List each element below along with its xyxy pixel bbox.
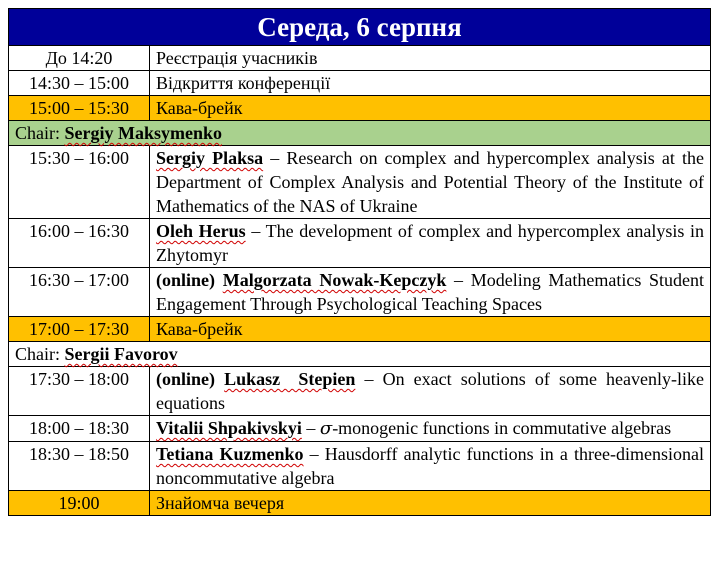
talk-title: -monogenic functions in commutative algebras [332,418,672,438]
talk-title: Modeling Mathematics Student Engagement Through Psychological Teaching Spaces [156,270,705,314]
chair-label: Chair: [15,123,60,143]
coffee-break-row [9,317,711,342]
event-cell: Реєстрація учасників [150,46,711,71]
event-cell: Відкриття конференції [150,71,711,96]
talk-row [9,268,711,317]
day-title: Середа, 6 серпня [9,9,711,46]
time-cell: До 14:20 [9,46,150,71]
online-tag: (online) [156,270,216,290]
time-cell: 15:00 – 15:30 [9,96,150,121]
sigma-symbol: σ [319,418,333,439]
event-cell: Кава-брейк [150,317,711,342]
chair-name: Sergiy Maksymenko [64,123,222,143]
schedule-table [8,8,711,516]
talk-cell [150,367,711,416]
schedule-row [9,71,711,96]
dash: – [251,221,261,241]
talk-cell [150,219,711,268]
chair-name: Sergii Favorov [64,344,178,364]
chair-label: Chair: [15,344,60,364]
talk-cell [150,268,711,317]
chair-cell [9,342,711,367]
speaker-name: Malgorzata Nowak-Kepczyk [222,270,447,290]
talk-cell [150,416,711,442]
speaker-name: Oleh Herus [156,221,246,241]
dash: – [309,444,319,464]
time-cell: 14:30 – 15:00 [9,71,150,96]
dash: – [364,369,374,389]
talk-row [9,367,711,416]
day-header-row [9,9,711,46]
talk-title: The development of complex and hypercomplex analysis in Zhytomyr [156,221,705,265]
online-tag: (online) [156,369,216,389]
time-cell: 18:30 – 18:50 [9,442,150,491]
time-cell: 16:00 – 16:30 [9,219,150,268]
talk-row [9,416,711,442]
talk-title: On exact solutions of some heavenly-like equations [156,369,705,413]
dinner-row [9,491,711,516]
time-cell: 18:00 – 18:30 [9,416,150,442]
chair-row [9,121,711,146]
time-cell: 19:00 [9,491,150,516]
dash: – [454,270,464,290]
speaker-name: Sergiy Plaksa [156,148,264,168]
speaker-name: Tetiana Kuzmenko [156,444,304,464]
dash: – [270,148,280,168]
time-cell: 17:00 – 17:30 [9,317,150,342]
speaker-name: Vitalii Shpakivskyi [156,418,302,438]
dash: – [306,418,316,438]
schedule-row [9,46,711,71]
event-cell: Кава-брейк [150,96,711,121]
event-cell: Знайомча вечеря [150,491,711,516]
talk-cell [150,146,711,219]
time-cell: 15:30 – 16:00 [9,146,150,219]
coffee-break-row [9,96,711,121]
talk-row [9,219,711,268]
chair-row [9,342,711,367]
talk-title: Research on complex and hypercomplex analysis at the Department of Complex Analysis and Potential Theory of the Institute of Mathematics of the NAS of Ukraine [156,148,705,216]
talk-row [9,442,711,491]
talk-title: Hausdorff analytic functions in a three-dimensional noncommutative algebra [156,444,705,488]
chair-cell [9,121,711,146]
time-cell: 16:30 – 17:00 [9,268,150,317]
talk-row [9,146,711,219]
talk-cell [150,442,711,491]
speaker-name: Lukasz Stepien [224,369,356,389]
time-cell: 17:30 – 18:00 [9,367,150,416]
